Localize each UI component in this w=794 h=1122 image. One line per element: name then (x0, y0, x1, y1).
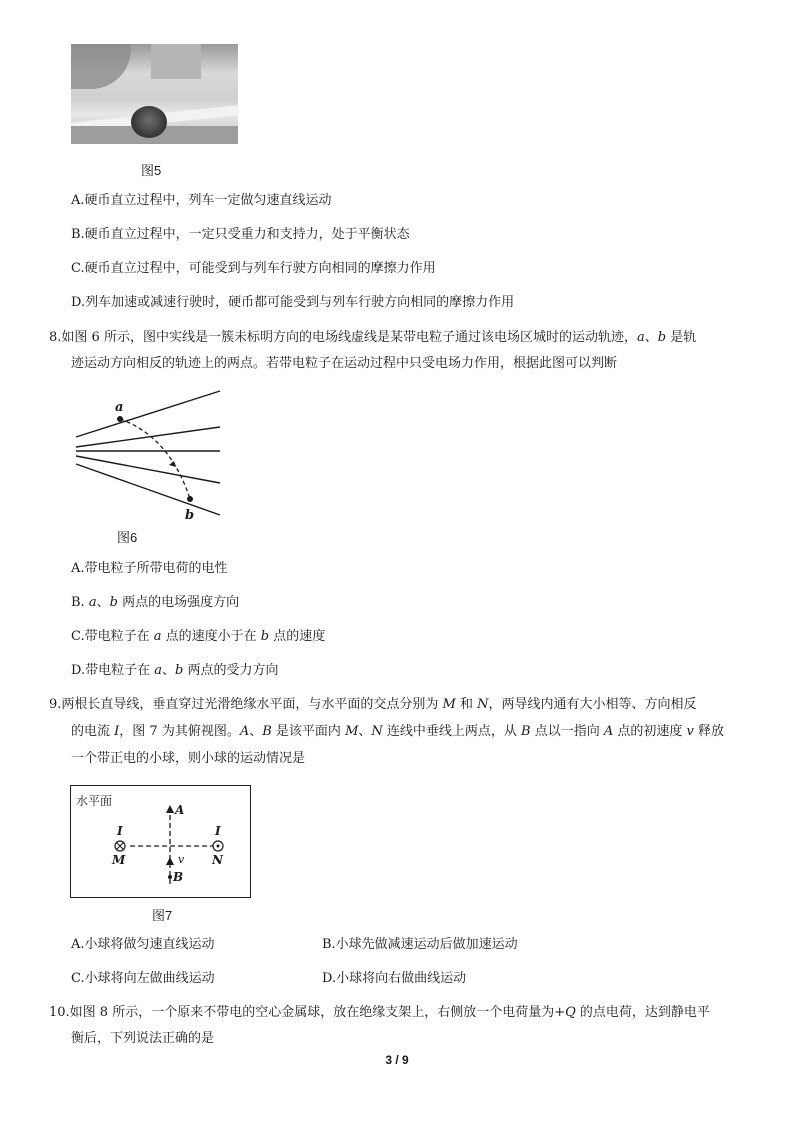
velocity-arrow (166, 857, 174, 865)
q9-option-d: D.小球将向右做曲线运动 (322, 971, 467, 986)
q8-option-c: C.带电粒子在 a 点的速度小于在 b 点的速度 (71, 629, 326, 644)
field-line-4 (76, 456, 220, 483)
q8-option-d: D.带电粒子在 a、b 两点的受力方向 (71, 663, 279, 678)
trajectory-arrowhead (169, 461, 176, 467)
figure-6-diagram (70, 385, 230, 523)
figure-5-caption: 图5 (141, 163, 162, 178)
q8-stem-line2: 迹运动方向相反的轨迹上的两点。若带电粒子在运动过程中只受电场力作用，根据此图可以判断 (71, 356, 618, 371)
q9-stem-line2: 的电流 I，图 7 为其俯视图。A、B 是该平面内 M、N 连线中垂线上两点，从 B 点以一指向 A 点的初速度 v 释放 (71, 724, 725, 739)
figure-7-diagram (70, 785, 251, 898)
figure-6-label-b: b (185, 508, 195, 523)
point-a (117, 416, 123, 422)
q9-stem-line3: 一个带正电的小球，则小球的运动情况是 (71, 751, 306, 766)
point-B-dot (168, 875, 172, 879)
figure-7-caption: 图7 (152, 908, 173, 923)
figure-7-label-A: A (175, 803, 185, 817)
figure-7-label-M: M (112, 853, 126, 867)
point-b (187, 496, 193, 502)
q7-option-a: A.硬币直立过程中，列车一定做匀速直线运动 (71, 193, 332, 208)
figure-7-label-N: N (212, 853, 223, 867)
q7-option-c: C.硬币直立过程中，可能受到与列车行驶方向相同的摩擦力作用 (71, 261, 436, 276)
figure-7-plane-label: 水平面 (76, 794, 113, 808)
trajectory-path (120, 419, 190, 499)
figure-7-label-v: v (178, 853, 185, 866)
q10-stem-line1: 10.如图 8 所示，一个原来不带电的空心金属球，放在绝缘支架上，右侧放一个电荷量为+Q 的点电荷，达到静电平 (49, 1005, 710, 1020)
figure-7-label-I-right: I (215, 824, 221, 838)
q9-option-c: C.小球将向左做曲线运动 (71, 971, 215, 986)
figure-5-photo (71, 44, 238, 144)
q7-option-b: B.硬币直立过程中，一定只受重力和支持力，处于平衡状态 (71, 227, 410, 242)
arrow-toward-A (166, 805, 174, 813)
q8-stem-line1: 8.如图 6 所示，图中实线是一簇未标明方向的电场线虚线是某带电粒子通过该电场区城时的运动轨迹，a、b 是轨 (49, 330, 697, 345)
figure-6-caption: 图6 (117, 530, 138, 545)
figure-7-label-B: B (173, 870, 184, 884)
coin-image (131, 106, 167, 138)
field-line-5 (76, 464, 220, 515)
q9-option-b: B.小球先做减速运动后做加速运动 (322, 937, 518, 952)
figure-6-label-a: a (115, 400, 124, 415)
q8-option-a: A.带电粒子所带电荷的电性 (71, 561, 228, 576)
page-number: 3 / 9 (385, 1053, 409, 1067)
figure-7-label-I-left: I (117, 824, 123, 838)
q9-option-a: A.小球将做匀速直线运动 (71, 937, 215, 952)
q8-option-b: B. a、b 两点的电场强度方向 (71, 595, 240, 610)
q10-stem-line2: 衡后，下列说法正确的是 (71, 1031, 215, 1046)
q9-stem-line1: 9.两根长直导线，垂直穿过光滑绝缘水平面，与水平面的交点分别为 M 和 N，两导线内通有大小相等、方向相反 (49, 697, 697, 712)
q7-option-d: D.列车加速或减速行驶时，硬币都可能受到与列车行驶方向相同的摩擦力作用 (71, 295, 515, 310)
